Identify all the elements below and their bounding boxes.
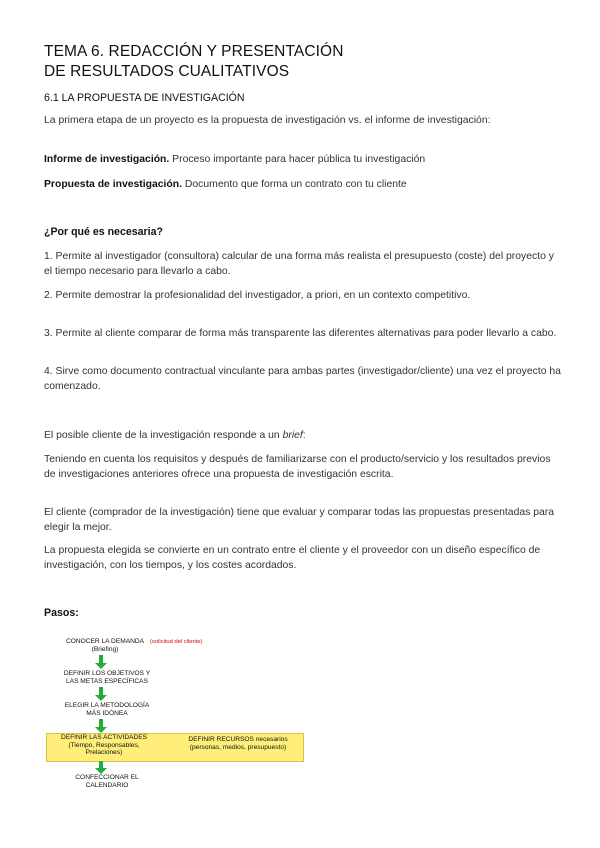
step4-box bbox=[46, 734, 162, 757]
why-item-1: 1. Permite al investigador (consultora) calcular de una forma más realista el presupuesto (coste) del proyecto y el tiempo necesario para llevarlo a cabo. bbox=[44, 251, 554, 277]
section-heading: 6.1 LA PROPUESTA DE INVESTIGACIÓN bbox=[44, 92, 245, 104]
brief-italic: brief bbox=[282, 430, 303, 441]
step2-sublabel: LAS METAS ESPECÍFICAS bbox=[66, 677, 148, 685]
definition-text: Proceso importante para hacer pública tu investigación bbox=[169, 154, 426, 165]
step4-label: DEFINIR LAS ACTIVIDADES bbox=[60, 734, 148, 741]
step3-label: ELEGIR LA METODOLOGÍA bbox=[64, 702, 150, 709]
definition-text: Documento que forma un contrato con tu cliente bbox=[182, 179, 407, 190]
step4-resources-label: DEFINIR RECURSOS necesarios bbox=[188, 736, 288, 743]
step1-sublabel: (Briefing) bbox=[91, 645, 119, 653]
paragraph-cliente: El cliente (comprador de la investigación) tiene que evaluar y comparar todas las propuestas presentadas para elegir la mejor. bbox=[44, 507, 555, 533]
paragraph-familiarizarse: Teniendo en cuenta los requisitos y después de familiarizarse con el producto/servicio y los resultados previos de investigaciones anteriores ofrece una propuesta de investigación escrita. bbox=[44, 454, 551, 480]
steps-flow-diagram bbox=[36, 632, 316, 802]
step2-label: DEFINIR LOS OBJETIVOS Y bbox=[63, 670, 151, 677]
why-item-2: 2. Permite demostrar la profesionalidad del investigador, a priori, en un contexto competitivo. bbox=[44, 290, 471, 301]
step4-sublabel-1: (Tiempo, Responsables, bbox=[68, 741, 140, 749]
step5-box bbox=[40, 774, 174, 789]
brief-paragraph bbox=[44, 429, 564, 444]
step4-resources-sublabel: (personas, medios, presupuesto) bbox=[189, 743, 287, 751]
arrow-down-icon bbox=[97, 655, 105, 669]
step2-box bbox=[40, 670, 174, 685]
why-item-3: 3. Permite al cliente comparar de forma más transparente las diferentes alternativas para poder llevarlo a cabo. bbox=[44, 328, 557, 339]
paragraph-contrato: La propuesta elegida se convierte en un contrato entre el cliente y el proveedor con un diseño específico de investigación, con los tiempos, y los costes acordados. bbox=[44, 545, 541, 571]
arrow-down-icon bbox=[97, 719, 105, 733]
step4-resources bbox=[176, 736, 300, 751]
step1-note: (solicitud del cliente) bbox=[150, 639, 203, 645]
steps-heading: Pasos: bbox=[44, 607, 79, 619]
title-line-2: DE RESULTADOS CUALITATIVOS bbox=[44, 63, 290, 80]
definition-informe bbox=[44, 153, 564, 168]
page-title bbox=[44, 42, 344, 82]
definition-term: Propuesta de investigación. bbox=[44, 179, 183, 190]
arrow-down-icon bbox=[97, 687, 105, 701]
brief-colon: : bbox=[302, 430, 306, 441]
step3-box bbox=[40, 702, 174, 717]
step4-sublabel-2: Prelaciones) bbox=[85, 749, 123, 757]
intro-paragraph: La primera etapa de un proyecto es la propuesta de investigación vs. el informe de investigación: bbox=[44, 115, 491, 126]
step3-sublabel: MÁS IDÓNEA bbox=[86, 709, 128, 717]
why-item-4: 4. Sirve como documento contractual vinculante para ambas partes (investigador/cliente) una vez el proyecto ha comenzado. bbox=[44, 366, 561, 392]
definition-propuesta bbox=[44, 178, 564, 193]
step5-sublabel: CALENDARIO bbox=[85, 781, 129, 789]
title-line-1: TEMA 6. REDACCIÓN Y PRESENTACIÓN bbox=[44, 43, 344, 60]
why-heading: ¿Por qué es necesaria? bbox=[44, 226, 163, 238]
brief-text: El posible cliente de la investigación responde a un bbox=[44, 430, 283, 441]
arrow-down-icon bbox=[97, 761, 105, 774]
step1-label: CONOCER LA DEMANDA bbox=[65, 638, 145, 645]
step5-label: CONFECCIONAR EL bbox=[75, 774, 139, 781]
definition-term: Informe de investigación. bbox=[44, 154, 170, 165]
